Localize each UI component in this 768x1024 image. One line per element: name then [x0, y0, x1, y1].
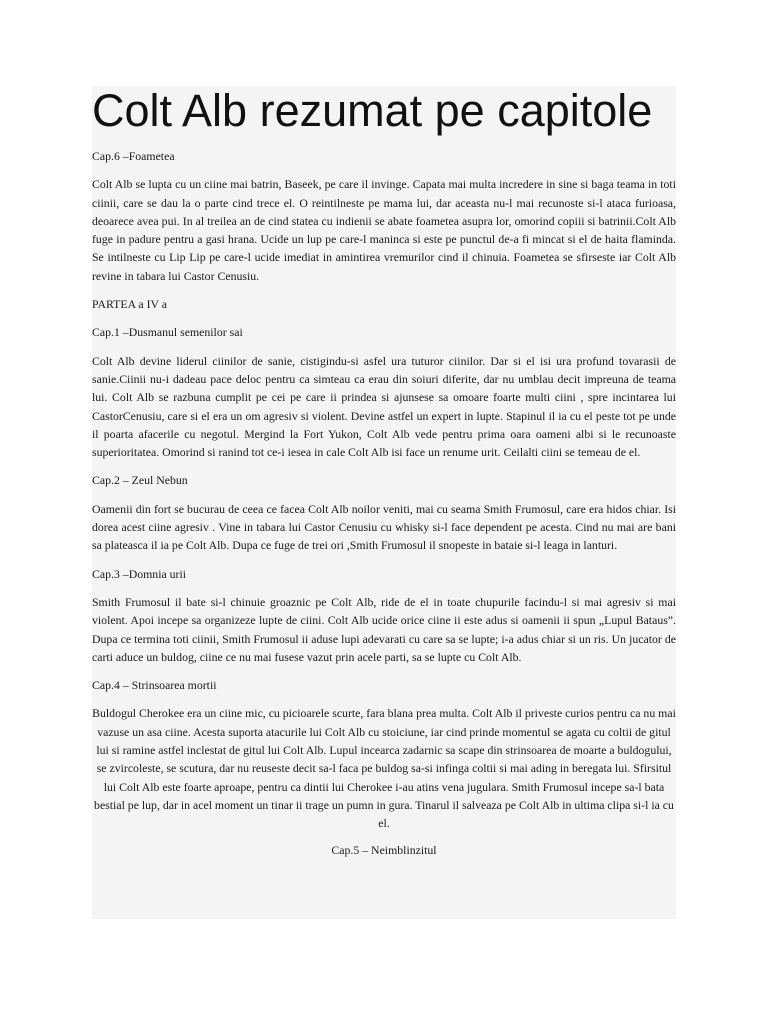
chapter-paragraph: Oamenii din fort se bucurau de ceea ce facea Colt Alb noilor veniti, mai cu seama Smith Frumosul, care era hidos chiar. Isi dorea acest ciine agresiv . Vine in tabara lui Castor Cenusiu cu whisky si-l face dependent pe acesta. Cind nu mai are bani sa plateasca il ia pe Colt Alb. Dupa ce fuge de trei ori ,Smith Frumosul il snopeste in bataie si-l leaga in lanturi.: [92, 501, 676, 553]
chapter-heading: Cap.3 –Domnia urii: [92, 566, 187, 581]
part-heading: PARTEA a IV a: [92, 297, 167, 312]
chapter-heading: Cap.6 –Foametea: [92, 149, 175, 163]
chapter-heading: Cap.2 – Zeul Nebun: [92, 473, 188, 488]
chapter-paragraph: Buldogul Cherokee era un ciine mic, cu picioarele scurte, fara blana prea multa. Colt Alb il priveste curios pentru ca nu mai vazuse un asa ciine. Acesta suporta atacurile lui Colt Alb cu stoiciune, iar cind prinde momentul se agata cu coltii de gitul lui si ramine astfel inclestat de gitul lui Colt Alb. Lupul incearca zadarnic sa scape din strinsoarea de moarte a buldogului, se zvircoleste, se scutura, dar nu reuseste decit sa-l faca pe buldog sa-si infinga coltii si mai ading in beregata lui. Sfirsitul lui Colt Alb este foarte aproape, pentru ca dintii lui Cherokee i-au atins vena jugulara. Smith Frumosul incepe sa-l bata bestial pe lup, dar in acel moment un tinar ii trage un pumn in gura. Tinarul il salveaza pe Colt Alb in ultima clipa si-l ia cu el.: [92, 706, 676, 831]
chapter-heading: Cap.5 – Neimblinzitul: [331, 842, 437, 857]
chapter-paragraph: Smith Frumosul il bate si-l chinuie groaznic pe Colt Alb, ride de el in toate chupurile facindu-l si mai agresiv si mai violent. Apoi incepe sa organizeze lupte de ciini. Colt Alb ucide orice ciine ii este adus si oamenii ii spun „Lupul Bataus”. Dupa ce termina toti ciinii, Smith Frumosul ii aduse lupi adevarati cu care sa se lupte; i-a adus chiar si un ris. Un jucator de carti aduce un buldog, ciine ce nu mai fusese vazut prin acele parti, sa se lupte cu Colt Alb.: [92, 594, 676, 664]
chapter-paragraph: Colt Alb se lupta cu un ciine mai batrin, Baseek, pe care il invinge. Capata mai multa incredere in sine si baga teama in toti ciinii, care se dau la o parte cind trece el. O reintilneste pe mama lui, dar aceasta nu-l mai recunoste si-l ataca furioasa, deoarece avea pui. In al treilea an de cind statea cu indienii se abate foametea asupra lor, omorind copiii si batrinii.Colt Alb fuge in padure pentru a gasi hrana. Ucide un lup pe care-l maninca si este pe punctul de-a fi mincat si el de haita flaminda. Se intilneste cu Lip Lip pe care-l ucide imediat in amintirea vremurilor cind il chinuia. Foametea se sfirseste iar Colt Alb revine in tabara lui Castor Cenusiu.: [92, 177, 676, 283]
chapter-heading: Cap.4 – Strinsoarea mortii: [92, 678, 217, 693]
chapter-paragraph: Colt Alb devine liderul ciinilor de sanie, cistigindu-si asfel ura tuturor ciinilor. Dar si el isi ura profund tovarasii de sanie.Ciinii nu-i dadeau pace deloc pentru ca simteau ca erau din soiuri diferite, dar nu umblau decit impreuna de teama lui. Colt Alb se razbuna cumplit pe cei pe care ii prindea si ajunsese sa omoare foarte multi ciini , spre incintarea lui CastorCenusiu, care si el era un om agresiv si violent. Devine astfel un expert in lupte. Stapinul il ia cu el peste tot pe unde il poarta afacerile cu negotul. Mergind la Fort Yukon, Colt Alb vede pentru prima oara oameni albi si le recunoaste superioritatea. Omorind si ranind tot ce-i iesea in cale Colt Alb isi face un renume urit. Ceilalti ciini se temeau de el.: [92, 353, 676, 460]
chapter-heading: Cap.1 –Dusmanul semenilor sai: [92, 325, 243, 340]
document-body: [92, 147, 676, 869]
document-title: Colt Alb rezumat pe capitole: [92, 85, 653, 136]
